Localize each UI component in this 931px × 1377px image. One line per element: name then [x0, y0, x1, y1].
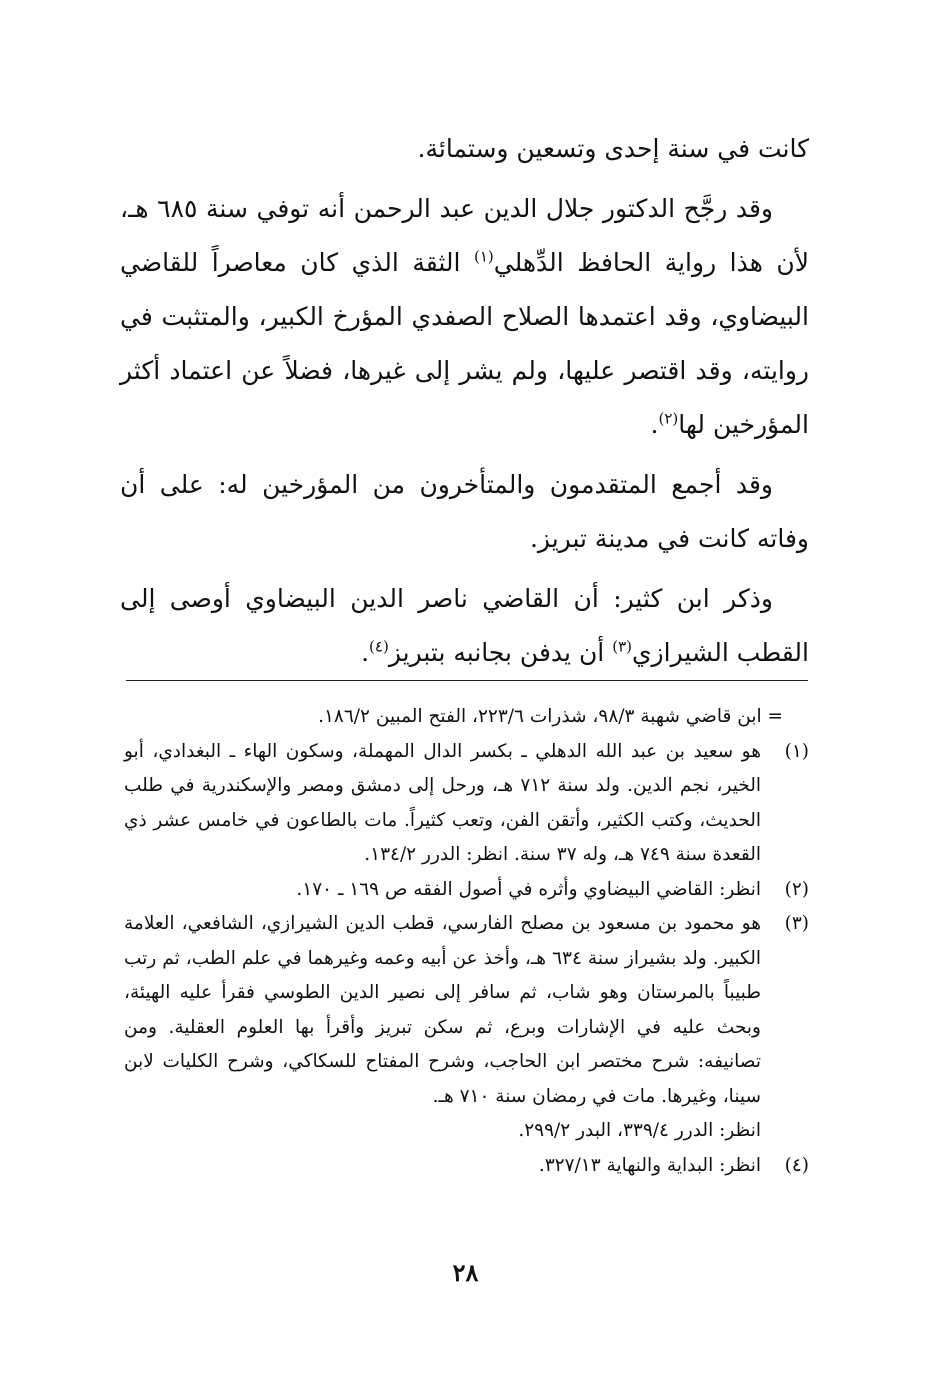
footnote-3: [124, 907, 809, 1114]
paragraph-1: كانت في سنة إحدى وتسعين وستمائة.: [417, 134, 809, 163]
footnote-1: [124, 735, 809, 873]
footnote-4: [124, 1149, 809, 1184]
footnote-number: (٢): [784, 878, 809, 900]
footnote-ref-2[interactable]: (٢): [658, 409, 679, 428]
paragraph-2: وقد رجَّح الدكتور جلال الدين عبد الرحمن أنه توفي سنة ٦٨٥ هـ، لأن هذا رواية الحافظ الدِّهلي$^{(١)}$ الثقة الذي كان معاصراً للقاضي البيضاوي، وقد اعتمدها الصلاح الصفدي المؤرخ الكبير، والمتثبت في روايته، وقد اقتصر عليها، ولم يشر إلى غيرها، فضلاً عن اعتماد أكثر المؤرخين لها$^{(٢)}$.: [120, 194, 809, 439]
footnote-ref-4[interactable]: (٤): [369, 637, 389, 656]
main-text: [120, 122, 809, 686]
footnote-number: (٣): [784, 913, 809, 934]
footnotes: [124, 700, 809, 1183]
paragraph-3: وقد أجمع المتقدمون والمتأخرون من المؤرخين له: على أن وفاته كانت في مدينة تبريز.: [120, 470, 809, 553]
footnote-3-reference: انظر: الدرر ٣٣٩/٤، البدر ٢٩٩/٢.: [518, 1120, 761, 1141]
footnote-2: [124, 873, 809, 908]
footnote-text: هو محمود بن مسعود بن مصلح الفارسي، قطب الدين الشيرازي، الشافعي، العلامة الكبير. ولد بشيراز سنة ٦٣٤ هـ، وأخذ عن أبيه وعمه وغيرهما في علم الطب، ثم رتب طبيباً بالمرستان وهو شاب، ثم سافر إلى نصير الدين الطوسي فقرأ عليه الهيئة، وبحث عليه في الإشارات وبرع، ثم سكن تبريز وأقرأ بها العلوم العقلية. ومن تصانيفه: شرح مختصر ابن الحاجب، وشرح المفتاح للسكاكي، وشرح الكليات لابن سينا، وغيرها. مات في رمضان سنة ٧١٠ هـ.: [124, 913, 762, 1107]
footnote-continuation: = ابن قاضي شهبة ٩٨/٣، شذرات ٢٢٣/٦، الفتح المبين ١٨٦/٢.: [318, 706, 783, 727]
footnote-ref-3[interactable]: (٣): [612, 637, 632, 656]
footnote-text: انظر: البداية والنهاية ٣٢٧/١٣.: [538, 1154, 761, 1176]
footnote-ref-1[interactable]: (١): [473, 247, 494, 266]
footnote-number: (١): [784, 740, 809, 762]
footnote-text: انظر: القاضي البيضاوي وأثره في أصول الفقه ص ١٦٩ ـ ١٧٠.: [296, 878, 761, 900]
footnote-separator: [126, 680, 808, 681]
footnote-number: (٤): [784, 1154, 809, 1176]
paragraph-4: وذكر ابن كثير: أن القاضي ناصر الدين البيضاوي أوصى إلى القطب الشيرازي$^{(٣)}$ أن يدفن بجانبه بتبريز$^{(٤)}$.: [120, 584, 809, 667]
page-number: ٢٨: [452, 1258, 479, 1287]
footnote-text: هو سعيد بن عبد الله الدهلي ـ بكسر الدال المهملة، وسكون الهاء ـ البغدادي، أبو الخير، نجم الدين. ولد سنة ٧١٢ هـ، ورحل إلى دمشق ومصر والإسكندرية في طلب الحديث، وكتب الكثير، وأتقن الفن، وتعب كثيراً. مات بالطاعون في خامس عشر ذي القعدة سنة ٧٤٩ هـ، وله ٣٧ سنة. انظر: الدرر ١٣٤/٢.: [124, 740, 761, 865]
